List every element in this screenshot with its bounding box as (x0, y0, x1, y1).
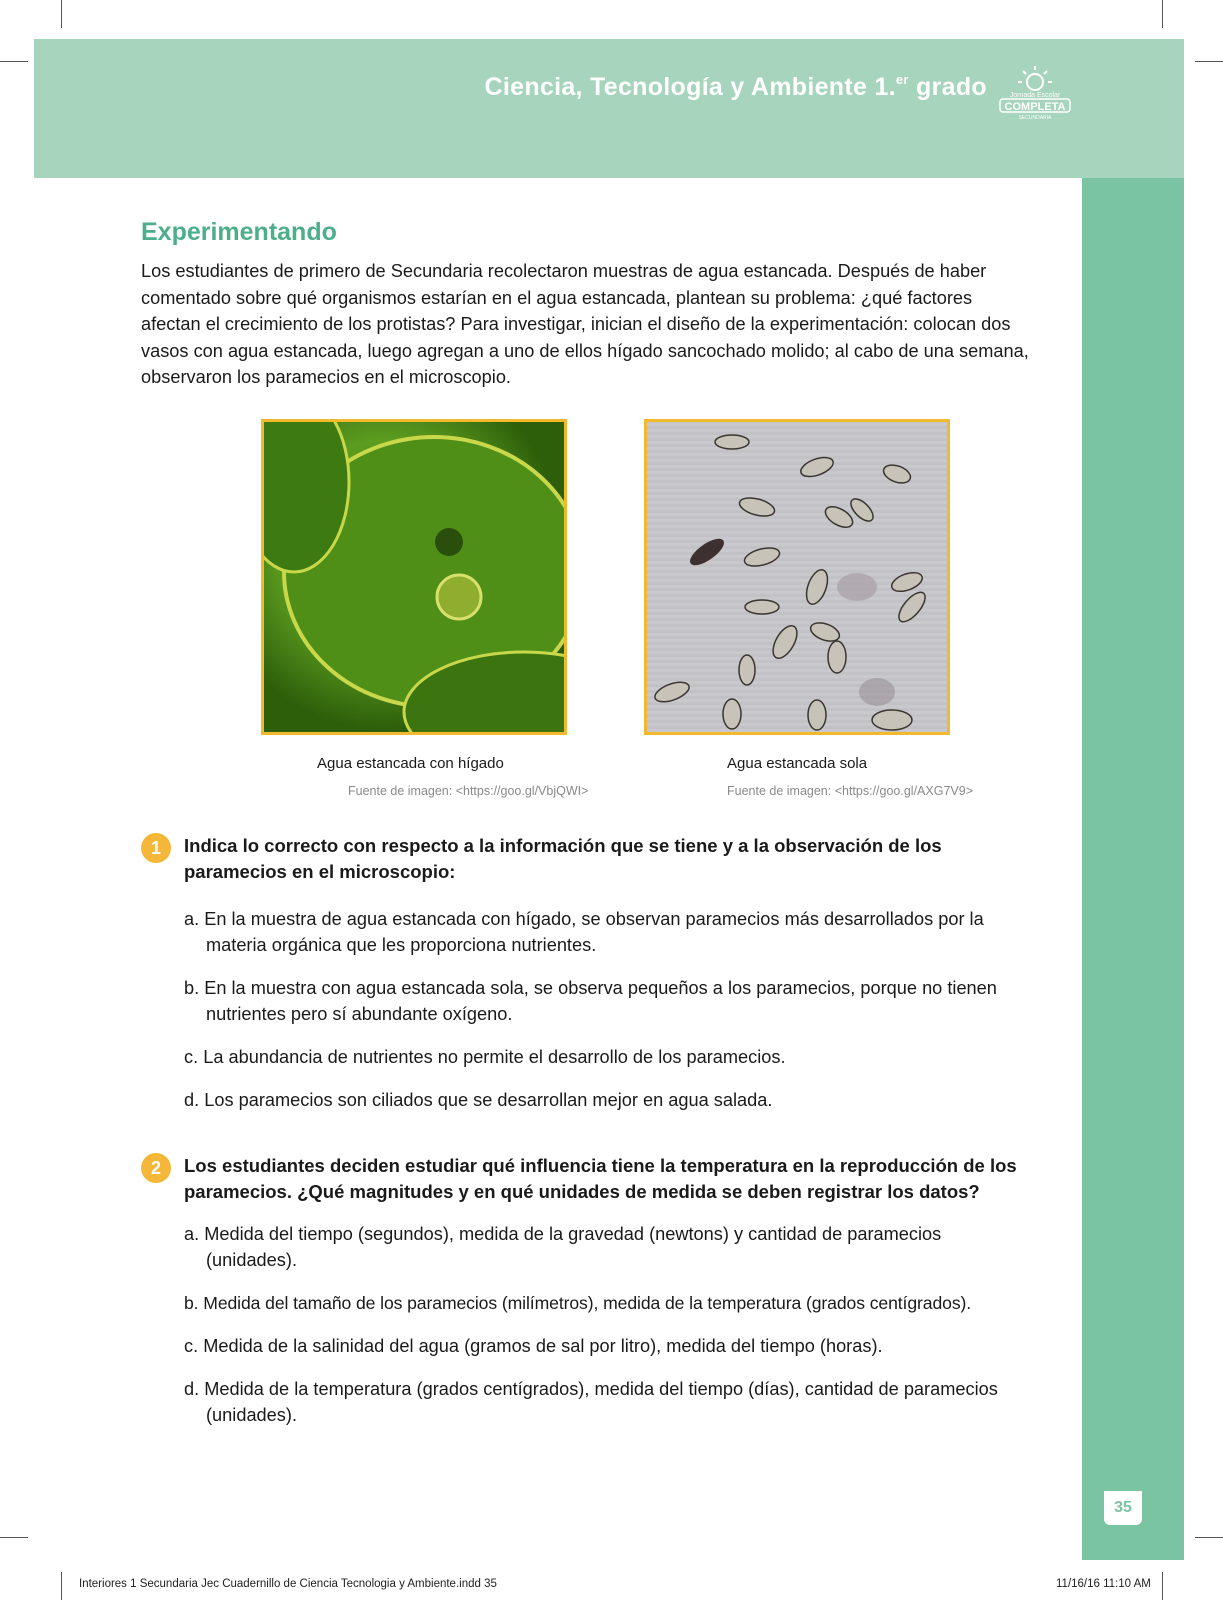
crop-mark (1162, 1572, 1163, 1600)
question-number-badge: 2 (141, 1153, 171, 1183)
photo-water-alone (644, 419, 950, 735)
crop-mark (61, 0, 62, 28)
header-title-sup: er (895, 72, 909, 87)
answer-option: d. Medida de la temperatura (grados centígrados), medida del tiempo (días), cantidad de paramecios (unidades). (184, 1379, 998, 1425)
question-number-badge: 1 (141, 833, 171, 863)
answer-option: d. Los paramecios son ciliados que se desarrollan mejor en agua salada. (184, 1090, 773, 1110)
logo-text-top: Jornada Escolar (1009, 92, 1061, 99)
crop-mark (1195, 1537, 1223, 1538)
answer-option: a. Medida del tiempo (segundos), medida de la gravedad (newtons) y cantidad de paramecios (unidades). (184, 1224, 942, 1270)
crop-mark (0, 1537, 28, 1538)
photo-water-with-liver (261, 419, 567, 735)
figure-source: Fuente de imagen: <https://goo.gl/AXG7V9> (727, 784, 973, 798)
crop-mark (1162, 0, 1163, 28)
header-title-suffix: grado (916, 73, 987, 101)
crop-mark (61, 1572, 62, 1600)
figure-caption: Agua estancada sola (727, 755, 868, 772)
answer-option: b. Medida del tamaño de los paramecios (milímetros), medida de la temperatura (grados centígrados). (184, 1293, 972, 1313)
paramecium-gray-illustration (647, 422, 947, 732)
question-text: Los estudiantes deciden estudiar qué influencia tiene la temperatura en la reproducción de los paramecios. ¿Qué magnitudes y en qué unidades de medida se deben registrar los datos? (184, 1155, 1017, 1202)
side-bar (1082, 178, 1184, 1560)
answer-option: c. Medida de la salinidad del agua (gramos de sal por litro), medida del tiempo (horas). (184, 1336, 883, 1356)
page-number: 35 (1104, 1491, 1142, 1525)
page-header-title (485, 72, 987, 102)
section-title: Experimentando (141, 218, 337, 246)
answer-option: b. En la muestra con agua estancada sola, se observa pequeños a los paramecios, porque no tienen nutrientes pero sí abundante oxígeno. (184, 978, 997, 1024)
logo-text-bottom: SECUNDARIA (1018, 115, 1052, 121)
crop-mark (1195, 61, 1223, 62)
logo-text-main: COMPLETA (1004, 101, 1066, 113)
answer-option: c. La abundancia de nutrientes no permite el desarrollo de los paramecios. (184, 1047, 786, 1067)
figure-source: Fuente de imagen: <https://goo.gl/VbjQWI> (348, 784, 589, 798)
intro-paragraph: Los estudiantes de primero de Secundaria recolectaron muestras de agua estancada. Después de haber comentado sobre qué organismos estarían en el agua estancada, plantean su problema: ¿qué factores afectan el crecimiento de los protistas? Para investigar, inician el diseño de la experimentación: colocan dos vasos con agua estancada, luego agregan a uno de ellos hígado sancochado molido; al cabo de una semana, observaron los paramecios en el microscopio. (141, 261, 1029, 387)
crop-mark (0, 61, 28, 62)
header-title-text: Ciencia, Tecnología y Ambiente 1. (484, 73, 896, 101)
jornada-escolar-logo (994, 62, 1076, 122)
question-text: Indica lo correcto con respecto a la información que se tiene y a la observación de los paramecios en el microscopio: (184, 835, 942, 882)
paramecium-green-illustration (264, 422, 564, 732)
footer-date: 11/16/16 11:10 AM (1056, 1578, 1151, 1590)
answer-option: a. En la muestra de agua estancada con hígado, se observan paramecios más desarrollados por la materia orgánica que les proporciona nutrientes. (184, 909, 984, 955)
figure-caption: Agua estancada con hígado (317, 755, 504, 772)
footer-file-info: Interiores 1 Secundaria Jec Cuadernillo de Ciencia Tecnologia y Ambiente.indd 35 (79, 1578, 497, 1590)
